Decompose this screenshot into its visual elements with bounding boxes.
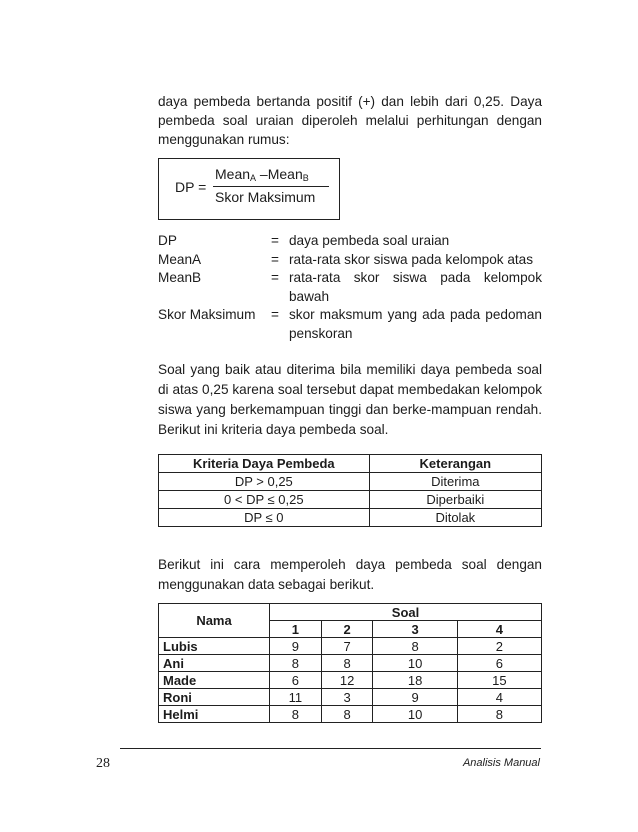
score-cell: 3 [321,689,373,706]
table-row [159,706,542,723]
score-cell: 8 [457,706,541,723]
score-cell: 8 [270,706,322,723]
score-cell: 6 [270,672,322,689]
criteria-paragraph: Soal yang baik atau diterima bila memiliki daya pembeda soal di atas 0,25 karena soal tersebut dapat membedakan kelompok siswa yang berkemampuan tinggi dan berke-mampuan rendah. Berikut ini kriteria daya pembeda soal. [158,362,542,437]
table-cell: Diterima [369,473,541,491]
student-name: Made [159,672,270,689]
definition-equals: = [271,270,279,285]
student-name: Ani [159,655,270,672]
definition-term: MeanA [158,251,202,267]
table-row [159,491,542,509]
student-name: Roni [159,689,270,706]
score-cell: 9 [373,689,457,706]
table-header-row [159,604,542,621]
definition-equals: = [271,251,279,267]
table-cell: Diperbaiki [369,491,541,509]
score-cell: 9 [270,638,322,655]
column-header: Kriteria Daya Pembeda [159,455,370,473]
formula-lhs: DP = [175,179,207,195]
soal-number: 1 [270,621,322,638]
footer-title: Analisis Manual [462,757,540,769]
soal-number: 4 [457,621,541,638]
score-cell: 8 [321,655,373,672]
score-cell: 7 [321,638,373,655]
footer-divider [120,748,541,749]
table-row [159,672,542,689]
definition-text: rata-rata skor siswa pada kelompok atas [289,251,534,267]
column-header: Keterangan [369,455,541,473]
definition-row [158,251,542,270]
data-paragraph: Berikut ini cara memperoleh daya pembeda soal dengan menggunakan data sebagai berikut. [158,557,542,592]
score-cell: 8 [270,655,322,672]
definition-text: rata-rata skor siswa pada kelompok bawah [289,270,542,304]
score-cell: 10 [373,655,457,672]
soal-number: 3 [373,621,457,638]
definition-term: Skor Maksimum [158,307,256,322]
student-name: Lubis [159,638,270,655]
score-cell: 15 [457,672,541,689]
score-cell: 2 [457,638,541,655]
fraction-line [213,186,329,187]
definition-term: MeanB [158,270,202,285]
score-cell: 8 [321,706,373,723]
score-cell: 6 [457,655,541,672]
table-cell: DP > 0,25 [159,473,370,491]
score-table [158,603,542,723]
student-name: Helmi [159,706,270,723]
definition-equals: = [271,307,279,322]
definition-row [158,306,542,343]
page-number: 28 [96,756,110,771]
formula-numerator: Mean$_A$ –Mean$_B$ [215,166,309,183]
soal-header: Soal [270,604,542,621]
formula-box [158,158,340,220]
name-header: Nama [159,604,270,638]
score-cell: 4 [457,689,541,706]
soal-number: 2 [321,621,373,638]
table-cell: DP ≤ 0 [159,509,370,527]
table-cell: 0 < DP ≤ 0,25 [159,491,370,509]
definition-list [158,232,542,343]
score-cell: 8 [373,638,457,655]
table-row [159,638,542,655]
score-cell: 10 [373,706,457,723]
formula-denominator: Skor Maksimum [215,189,316,205]
table-row [159,689,542,706]
score-cell: 18 [373,672,457,689]
table-row [159,655,542,672]
definition-term: DP [158,233,177,248]
score-cell: 11 [270,689,322,706]
score-cell: 12 [321,672,373,689]
table-row [159,473,542,491]
page-content [158,92,542,723]
intro-paragraph: daya pembeda bertanda positif (+) dan lebih dari 0,25. Daya pembeda soal uraian diperoleh melalui perhitungan dengan menggunakan rumus: [158,94,542,147]
definition-text: skor maksmum yang ada pada pedoman penskoran [289,307,542,341]
table-cell: Ditolak [369,509,541,527]
table-header-row [159,455,542,473]
criteria-table [158,454,542,527]
table-row [159,509,542,527]
definition-equals: = [271,233,279,248]
definition-row [158,269,542,306]
definition-text: daya pembeda soal uraian [289,233,450,248]
definition-row [158,232,542,251]
